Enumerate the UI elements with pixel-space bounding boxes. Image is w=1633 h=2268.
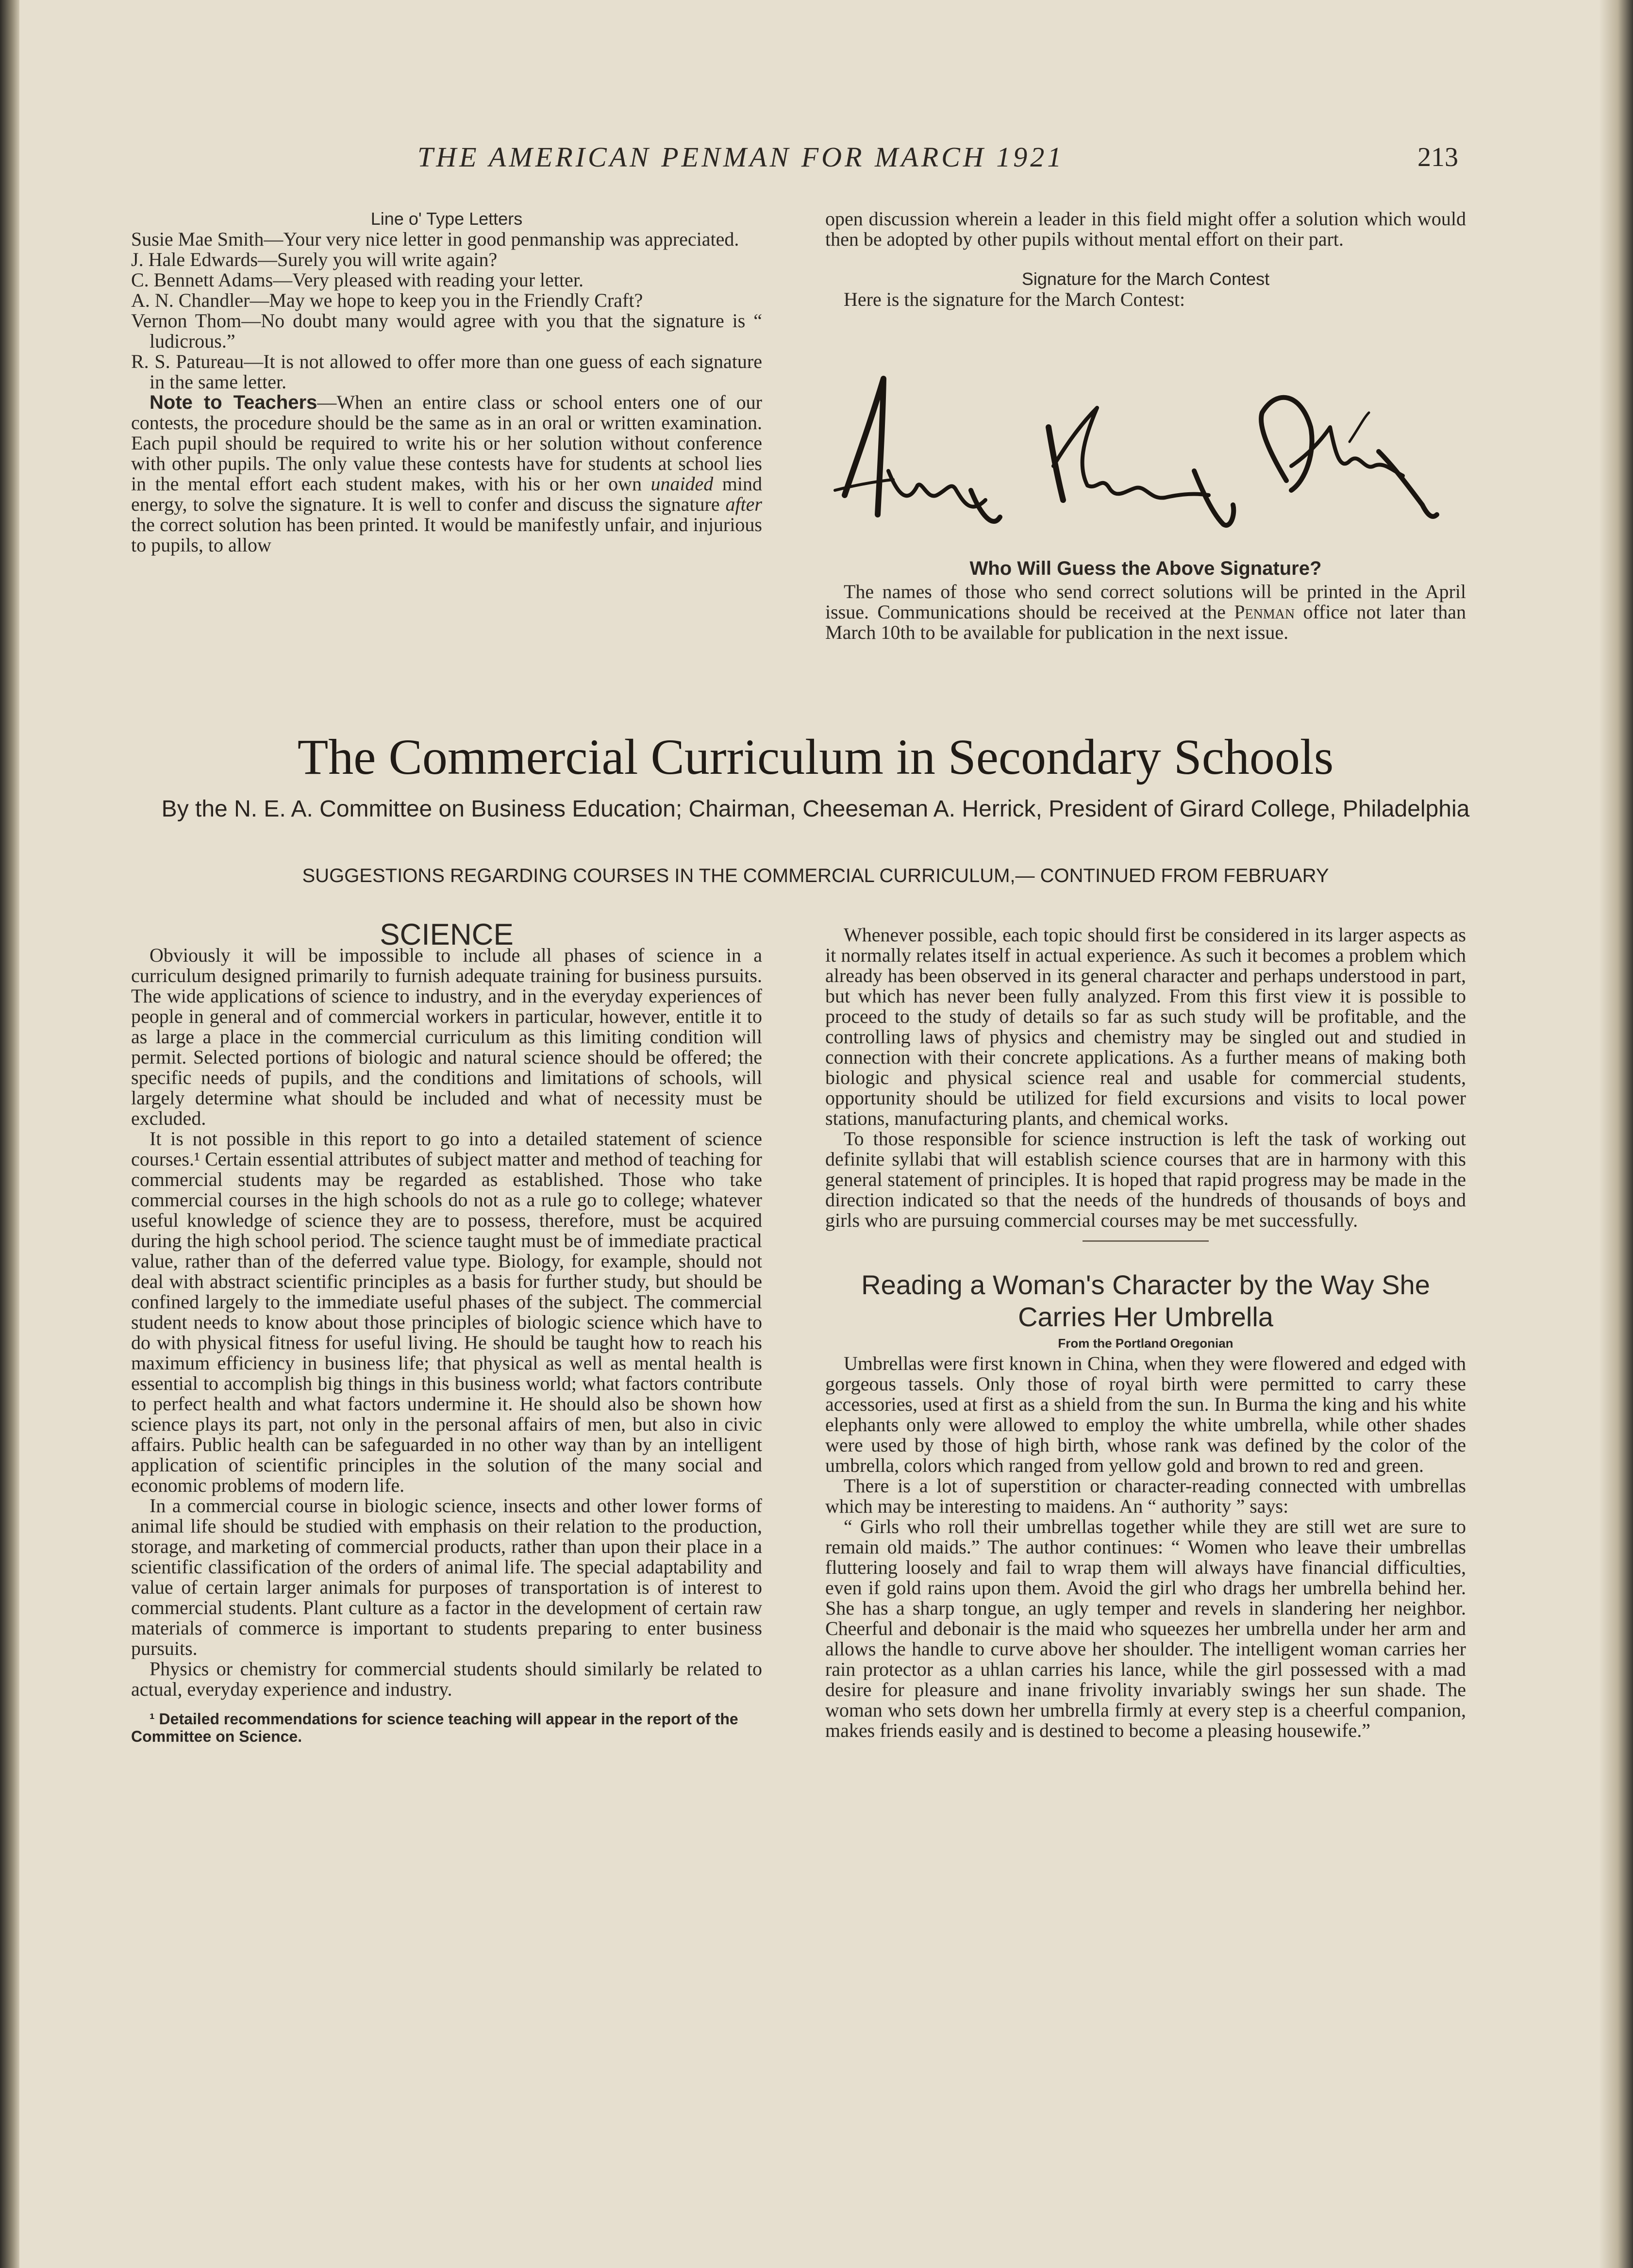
page-edge (1599, 0, 1633, 2268)
letters-column (131, 209, 762, 555)
umbrella-title: Reading a Woman's Character by the Way She Carries Her Umbrella (861, 1269, 1430, 1332)
running-title: THE AMERICAN PENMAN FOR MARCH 1921 (417, 141, 1065, 173)
letter-item: J. Hale Edwards—Surely you will write again? (131, 249, 498, 270)
letters-heading: Line o' Type Letters (370, 209, 523, 229)
article-byline: By the N. E. A. Committee on Business Education; Chairman, Cheeseman A. Herrick, President of Girard College, Philadelphia (161, 796, 1470, 822)
guess-text-part: office not later than March 10th to be available for publication in the next issue. (825, 601, 1466, 643)
paragraph: In a commercial course in biologic science, insects and other lower forms of animal life should be studied with emphasis on their relation to the production, storage, and marketing of commercial products, rather than upon their place in a scientific classification of the orders of animal life. The special adaptability and value of certain larger animals for purposes of transportation is of interest to commercial students. Plant culture as a factor in the development of certain raw materials of commerce is important to students preparing to enter business pursuits. (131, 1495, 762, 1659)
paragraph: Physics or chemistry for commercial students should similarly be related to actual, everyday experience and industry. (131, 1658, 762, 1700)
note-emphasis: unaided (650, 473, 714, 495)
letter-item: C. Bennett Adams—Very pleased with reading your letter. (131, 269, 584, 291)
article-subhead: SUGGESTIONS REGARDING COURSES IN THE COMMERCIAL CURRICULUM,— CONTINUED FROM FEBRUARY (302, 865, 1329, 886)
note-text: the correct solution has been printed. It would be manifestly unfair, and injurious to pupils, to allow (131, 514, 762, 556)
paragraph: “ Girls who roll their umbrellas together while they are still wet are sure to remain old maids.” The author continues: “ Women who leave their umbrellas fluttering loosely and fail to wrap them will always have financial difficulties, even if gold rains upon them. Avoid the girl who drags her umbrella behind her. She has a sharp tongue, an ugly temper and revels in slandering her neighbor. Cheerful and debonair is the maid who squeezes her umbrella under her arm and allows the handle to curve above her shoulder. The intelligent woman carries her rain protector as a uhlan carries his lance, while the girl possessed with a mad desire for pleasure and inane frivolity invariably swings her sun shade. The woman who sets down her umbrella firmly at every step is a cheerful companion, makes friends easily and is destined to become a pleasing housewife.” (825, 1516, 1466, 1741)
paragraph: To those responsible for science instruction is left the task of working out definite syllabi that will establish science courses that are in harmony with this general statement of principles. It is hoped that rapid progress may be made in the direction indicated so that the needs of the hundreds of thousands of boys and girls who are pursuing commercial courses may be met successfully. (825, 1128, 1466, 1231)
section-divider (1083, 1240, 1209, 1242)
guess-column (825, 558, 1466, 643)
contest-heading: Signature for the March Contest (1021, 269, 1270, 289)
guess-text (825, 582, 1466, 643)
contest-column (825, 209, 1466, 310)
paragraph: Whenever possible, each topic should first be considered in its larger aspects as it normally relates itself in actual experience. As such it becomes a problem which already has been observed in its general character and perhaps understood in part, but which has never been fully analyzed. From this first view it is possible to proceed to the study of details so far as such study will be profitable, and the controlling laws of physics and chemistry may be singled out and studied in connection with their concrete applications. As a further means of making both biologic and physical science real and usable for commercial students, opportunity should be utilized for field excursions and visits to local power stations, manufacturing plants, and chemical works. (825, 924, 1466, 1129)
note-text: —When an entire class or school enters one of our contests, the procedure should be the same as in an oral or written examination. Each pupil should be required to write his or her solution without conference with other pupils. The only value these contests have for students at school lies in the mental effort each student makes, with his or her own (131, 391, 762, 495)
letter-item: A. N. Chandler—May we hope to keep you in the Friendly Craft? (131, 289, 643, 311)
note-text: mind energy, to solve the signature. It is well to confer and discuss the signature (131, 473, 762, 515)
paragraph: There is a lot of superstition or character-reading connected with umbrellas which may be interesting to maidens. An “ authority ” says: (825, 1475, 1466, 1517)
contest-intro: Here is the signature for the March Contest: (844, 288, 1185, 310)
umbrella-source: From the Portland Oregonian (1058, 1336, 1233, 1351)
teachers-note (131, 392, 762, 555)
letter-item: Susie Mae Smith—Your very nice letter in good penmanship was appreciated. (131, 228, 739, 250)
note-emphasis: after (725, 493, 762, 515)
paragraph: Obviously it will be impossible to include all phases of science in a curriculum designed primarily to furnish adequate training for business pursuits. The wide applications of science to industry, and in the everyday experiences of people in general and of commercial workers in particular, however, entitle it to as large a place in the commercial curriculum as this limiting condition will permit. Selected portions of biologic and natural science should be offered; the specific needs of pupils, and the conditions and limitations of schools, will largely determine what should be included and what of necessity must be excluded. (131, 944, 762, 1129)
section-heading: SCIENCE (380, 918, 514, 951)
article-title: The Commercial Curriculum in Secondary Schools (297, 729, 1334, 785)
paragraph: It is not possible in this report to go into a detailed statement of science courses.¹ Certain essential attributes of subject matter and method of teaching for commercial students may be regarded as established. Those who take commercial courses in the high schools do not as a rule go to college; whatever useful knowledge of science they are to possess, therefore, must be acquired during the high school period. The science taught must be of immediate practical value, rather than of the deferred value type. Biology, for example, should not deal with abstract scientific principles as a basis for further study, but should be confined largely to the immediate useful phases of the subject. The commercial student needs to know about those principles of biologic science which have to do with physical fitness for useful living. He should be taught how to reach his maximum efficiency in business life; that physical as well as mental health is essential to accomplish big things in this business world; what factors contribute to perfect health and what factors undermine it. He should also be shown how science plays its part, not only in the personal affairs of men, but also in civic affairs. Public health can be safeguarded in no other way than by an intelligent application of scientific principles in the solution of the many social and economic problems of modern life. (131, 1128, 762, 1496)
guess-heading: Who Will Guess the Above Signature? (969, 558, 1322, 579)
letter-item: R. S. Patureau—It is not allowed to offer more than one guess of each signature in the same letter. (131, 350, 762, 393)
science-column (131, 918, 762, 1745)
paragraph: Umbrellas were first known in China, when they were flowered and edged with gorgeous tassels. Only those of royal birth were permitted to carry these accessories, used at first as a shield from the sun. In Burma the king and his white elephants only were allowed to employ the white umbrella, while other shades were used by those of high birth, whose rank was defined by the color of the umbrella, colors which ranged from yellow gold and brown to red and green. (825, 1352, 1466, 1476)
guess-text-part: The names of those who send correct solutions will be printed in the April issue. Communications should be received at the (825, 581, 1466, 623)
page-number: 213 (1417, 142, 1458, 172)
science-continued-column (825, 925, 1466, 1741)
binding-gutter (0, 0, 19, 2268)
footnote: ¹ Detailed recommendations for science teaching will appear in the report of the Committee on Science. (131, 1710, 738, 1745)
penman-name: Penman (1234, 601, 1295, 623)
letter-item: Vernon Thom—No doubt many would agree with you that the signature is “ ludicrous.” (131, 310, 762, 352)
contest-signature-image (825, 369, 1466, 563)
contest-continuation: open discussion wherein a leader in this field might offer a solution which would then be adopted by other pupils without mental effort on their part. (825, 208, 1466, 250)
note-label: Note to Teachers (150, 392, 317, 413)
handwritten-signature (825, 369, 1466, 563)
